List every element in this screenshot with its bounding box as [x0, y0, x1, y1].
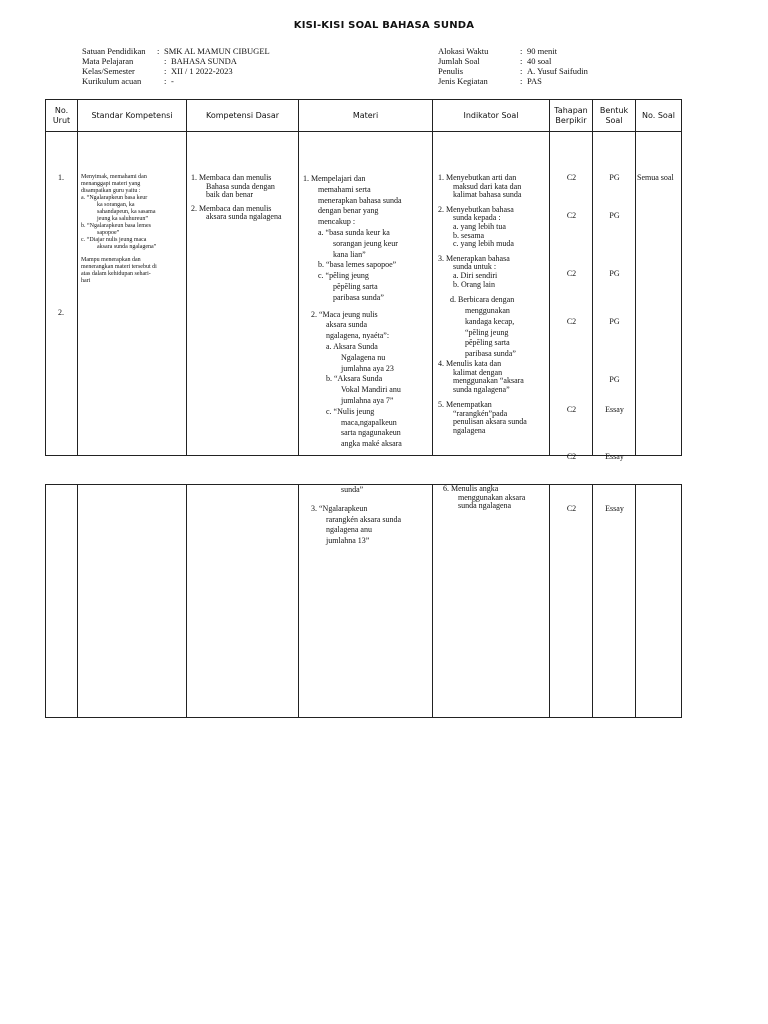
cell-indikator-soal	[433, 485, 550, 718]
header-standar-kompetensi: Standar Kompetensi	[78, 100, 187, 132]
header-materi: Materi	[299, 100, 433, 132]
meta-sep: :	[164, 66, 167, 76]
header-no-urut: No. Urut	[46, 100, 78, 132]
cell-bentuk-soal	[593, 132, 636, 461]
meta-sep: :	[520, 76, 523, 86]
tahapan-value: C2	[566, 504, 577, 513]
meta-sep: :	[164, 56, 167, 66]
cell-standar-kompetensi	[78, 132, 187, 456]
meta-label: Kurikulum acuan	[82, 76, 142, 86]
row-number: 1.	[58, 173, 64, 182]
kd-text: 1. Membaca dan menulis Bahasa sunda dengan baik dan benar 2. Membaca dan menulis aksara sunda ngalagena	[191, 173, 282, 222]
meta-label: Kelas/Semester	[82, 66, 135, 76]
sk-text: Menyimak, memahami dan menanggapi materi yang disampaikan guru yaitu : a. “Ngalarapkeun basa keur ka sorangan, ka sahandapeun, ka sasama jeung ka saluhureun” b. “Ngalarapkeun basa lemes sapopoe” c. “Diajar nulis jeung maca aksara sunda ngalagena” Mampu menerapkan dan menerangkan materi tersebut di atas dalam kehidupan sehari- hari	[81, 174, 157, 284]
meta-label: Penulis	[438, 66, 464, 76]
meta-sep: :	[520, 66, 523, 76]
cell-no-urut	[46, 132, 78, 456]
cell-materi	[299, 132, 433, 456]
meta-sep: :	[520, 56, 523, 66]
cell-no-urut	[46, 485, 78, 718]
cell-standar-kompetensi	[78, 485, 187, 718]
tahapan-value: C2	[566, 173, 577, 182]
meta-label: Jenis Kegiatan	[438, 76, 488, 86]
cell-no-soal	[636, 132, 682, 456]
bentuk-value: Essay	[605, 504, 624, 513]
cell-bentuk-soal	[593, 485, 636, 718]
meta-label: Mata Pelajaran	[82, 56, 134, 66]
header-indikator-soal: Indikator Soal	[433, 100, 550, 132]
table-header-row	[46, 100, 682, 132]
header-kompetensi-dasar: Kompetensi Dasar	[187, 100, 299, 132]
meta-label: Satuan Pendidikan	[82, 46, 146, 56]
tahapan-value: C2	[566, 317, 577, 326]
cell-no-soal	[636, 485, 682, 718]
meta-label: Alokasi Waktu	[438, 46, 489, 56]
table-row	[46, 485, 682, 718]
meta-value: SMK AL MAMUN CIBUGEL	[164, 46, 270, 56]
meta-right	[438, 46, 588, 86]
meta-label: Jumlah Soal	[438, 56, 480, 66]
bentuk-value: PG	[609, 173, 620, 182]
cell-materi	[299, 485, 433, 718]
kisi-kisi-table-continued	[45, 484, 682, 718]
meta-value: -	[171, 76, 174, 86]
bentuk-value: PG	[609, 269, 620, 278]
tahapan-value: C2	[566, 405, 577, 414]
tahapan-value: C2	[566, 452, 577, 461]
bentuk-value: PG	[609, 375, 620, 384]
cell-tahapan-berpikir	[550, 485, 593, 718]
cell-indikator-soal	[433, 132, 550, 456]
kisi-kisi-table	[45, 99, 682, 461]
cell-kompetensi-dasar	[187, 132, 299, 456]
row-number: 2.	[58, 308, 64, 317]
document-title: KISI-KISI SOAL BAHASA SUNDA	[293, 20, 475, 31]
meta-value: A. Yusuf Saifudin	[527, 66, 588, 76]
meta-value: BAHASA SUNDA	[171, 56, 237, 66]
tahapan-value: C2	[566, 211, 577, 220]
bentuk-value: PG	[609, 317, 620, 326]
header-no-soal: No. Soal	[636, 100, 682, 132]
meta-sep: :	[164, 76, 167, 86]
materi-text: sunda” 3. “Ngalarapkeun rarangkén aksara sunda ngalagena anu jumlahna 13”	[311, 485, 402, 546]
meta-value: PAS	[527, 76, 542, 86]
cell-tahapan-berpikir	[550, 132, 593, 461]
meta-value: 90 menit	[527, 46, 557, 56]
indikator-text: 1. Menyebutkan arti dan maksud dari kata dan kalimat bahasa sunda 2. Menyebutkan bahasa sunda kepada : a. yang lebih tua b. sesama c. yang lebih muda 3. Menerapkan bahasa sunda untuk : a. Diri sendiri b. Orang lain d. Berbicara dengan menggunakan kandaga kecap, “pĕling jeung pĕpĕling sarta paribasa sunda” 4. Menulis kata dan kalimat dengan menggunakan “aksara sunda ngalagena” 5. Menempatkan “rarangkén”pada penulisan aksara sunda ngalagena	[438, 173, 527, 436]
materi-text: 1. Mempelajari dan memahami serta menerapkan bahasa sunda dengan benar yang mencakup : a. “basa sunda keur ka sorangan jeung keur kana lian” b. “basa lemes sapopoe” c. “pĕling jeung pĕpĕling sarta paribasa sunda” 2. “Maca jeung nulis aksara sunda ngalagena, nyaéta”: a. Aksara Sunda Ngalagena nu jumlahna aya 23 b. “Aksara Sunda Vokal Mandiri anu jumlahna aya 7” c. “Nulis jeung maca,ngapalkeun sarta ngagunakeun angka maké aksara	[303, 174, 402, 449]
nosoal-value: Semua soal	[637, 173, 674, 182]
bentuk-value: Essay	[605, 405, 624, 414]
meta-sep: :	[520, 46, 523, 56]
meta-value: XII / 1 2022-2023	[171, 66, 233, 76]
meta-sep: :	[157, 46, 160, 56]
meta-value: 40 soal	[527, 56, 552, 66]
bentuk-value: Essay	[605, 452, 624, 461]
bentuk-value: PG	[609, 211, 620, 220]
indikator-text: 6. Menulis angka menggunakan aksara sunda ngalagena	[443, 484, 526, 511]
table-row	[46, 132, 682, 456]
meta-left	[82, 46, 270, 86]
header-tahapan-berpikir: Tahapan Berpikir	[550, 100, 593, 132]
header-bentuk-soal: Bentuk Soal	[593, 100, 636, 132]
tahapan-value: C2	[566, 269, 577, 278]
cell-kompetensi-dasar	[187, 485, 299, 718]
